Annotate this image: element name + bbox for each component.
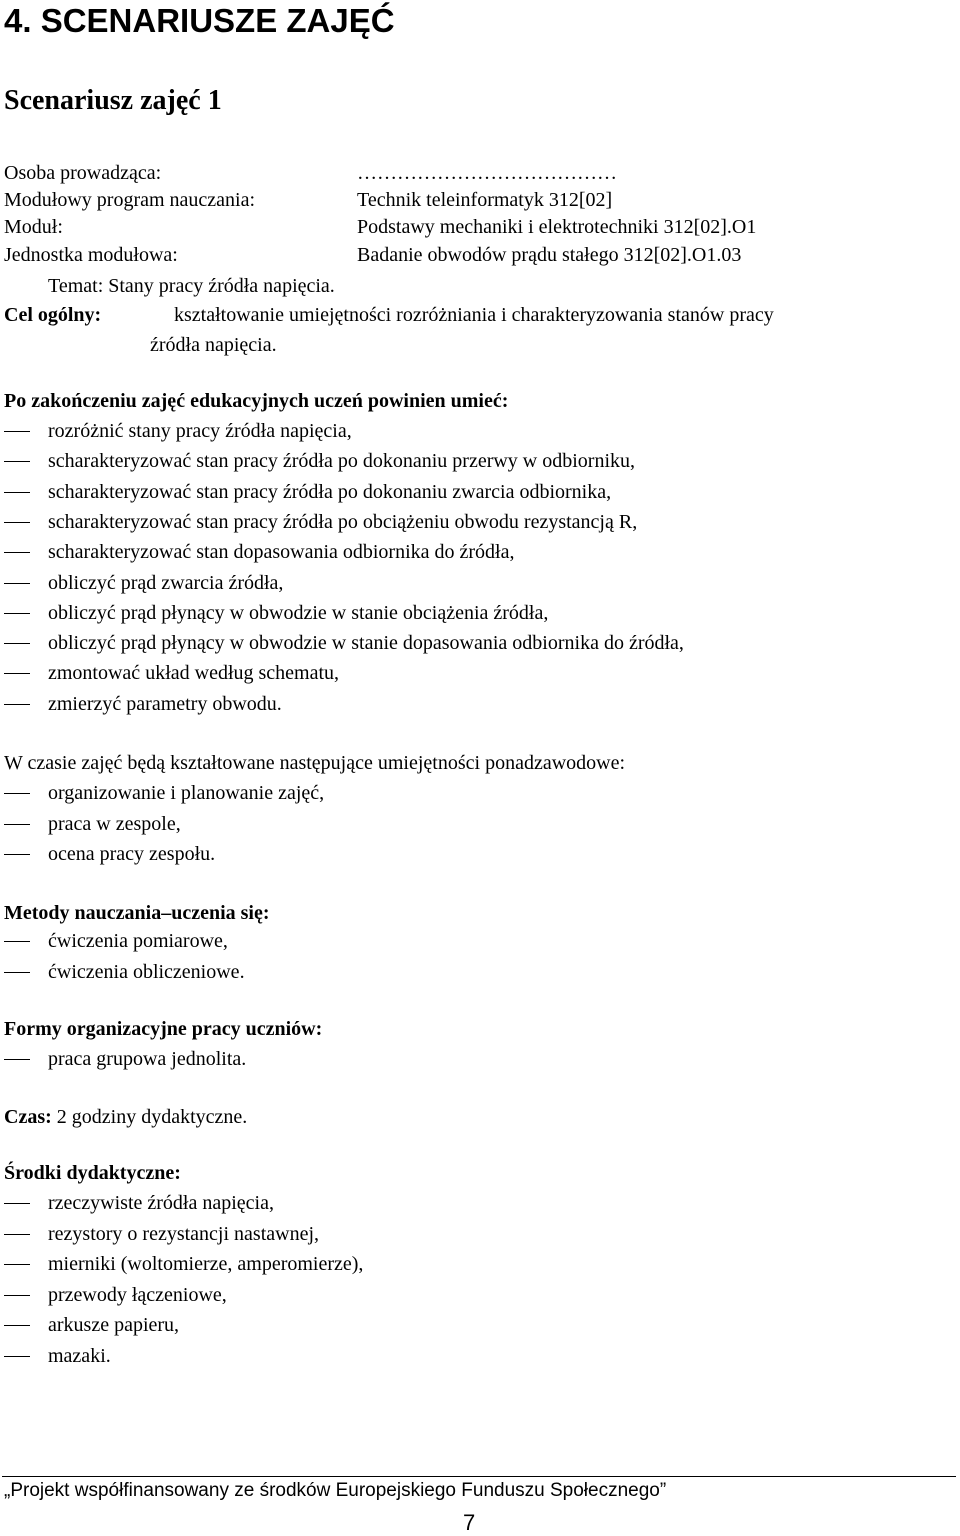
list-item-text: scharakteryzować stan pracy źródła po dokonaniu zwarcia odbiornika, [48, 480, 612, 503]
list-item-text: obliczyć prąd zwarcia źródła, [48, 571, 284, 594]
list-item-text: mazaki. [48, 1345, 111, 1367]
dash-bullet-icon [4, 613, 30, 614]
list-item-text: mierniki (woltomierze, amperomierze), [48, 1253, 364, 1276]
list-item-text: praca w zespole, [48, 812, 181, 835]
scenario-title: Scenariusz zajęć 1 [4, 85, 222, 116]
dash-bullet-icon [4, 461, 30, 462]
list-item-text: rozróżnić stany pracy źródła napięcia, [48, 420, 352, 442]
goal-text-line2: źródła napięcia. [150, 334, 277, 356]
dash-bullet-icon [4, 552, 30, 553]
list-item-text: zmontować układ według schematu, [48, 662, 340, 685]
goal-text-line1: kształtowanie umiejętności rozróżniania i charakteryzowania stanów pracy [174, 304, 774, 326]
topic: Temat: Stany pracy źródła napięcia. [48, 275, 335, 297]
dash-bullet-icon [4, 643, 30, 644]
dash-bullet-icon [4, 1295, 30, 1296]
dash-bullet-icon [4, 1325, 30, 1326]
time-line [4, 1105, 247, 1129]
dash-bullet-icon [4, 1234, 30, 1235]
dash-bullet-icon [4, 972, 30, 973]
forms-heading: Formy organizacyjne pracy uczniów: [4, 1018, 323, 1040]
list-item-text: scharakteryzować stan pracy źródła po obciążeniu obwodu rezystancją R, [48, 510, 638, 533]
goal-label: Cel ogólny: [4, 304, 102, 326]
chapter-title: 4. SCENARIUSZE ZAJĘĆ [4, 2, 395, 39]
dash-bullet-icon [4, 673, 30, 674]
list-item-text: zmierzyć parametry obwodu. [48, 692, 282, 715]
dash-bullet-icon [4, 1059, 30, 1060]
time-value: 2 godziny dydaktyczne. [56, 1106, 248, 1128]
unit-value: Badanie obwodów prądu stałego 312[02].O1.03 [357, 244, 742, 266]
dash-bullet-icon [4, 1264, 30, 1265]
dash-bullet-icon [4, 1356, 30, 1357]
dash-bullet-icon [4, 704, 30, 705]
methods-heading: Metody nauczania–uczenia się: [4, 902, 270, 924]
dash-bullet-icon [4, 854, 30, 855]
list-item-text: scharakteryzować stan dopasowania odbiornika do źródła, [48, 541, 515, 564]
program-value: Technik teleinformatyk 312[02] [357, 189, 613, 211]
list-item-text: scharakteryzować stan pracy źródła po dokonaniu przerwy w odbiorniku, [48, 450, 636, 473]
resources-heading: Środki dydaktyczne: [4, 1162, 181, 1184]
program-label: Modułowy program nauczania: [4, 189, 256, 211]
list-item-text: przewody łączeniowe, [48, 1283, 227, 1306]
unit-label: Jednostka modułowa: [4, 244, 178, 266]
module-label: Moduł: [4, 216, 63, 238]
list-item-text: arkusze papieru, [48, 1314, 180, 1337]
dash-bullet-icon [4, 941, 30, 942]
dash-bullet-icon [4, 583, 30, 584]
dash-bullet-icon [4, 824, 30, 825]
dash-bullet-icon [4, 492, 30, 493]
skills-heading: W czasie zajęć będą kształtowane następujące umiejętności ponadzawodowe: [4, 752, 626, 774]
list-item-text: ćwiczenia pomiarowe, [48, 930, 228, 952]
dash-bullet-icon [4, 431, 30, 432]
outcomes-heading: Po zakończeniu zajęć edukacyjnych uczeń powinien umieć: [4, 390, 509, 412]
module-value: Podstawy mechaniki i elektrotechniki 312[02].O1 [357, 216, 757, 238]
page-number: 7 [463, 1510, 476, 1535]
list-item-text: ćwiczenia obliczeniowe. [48, 960, 245, 983]
time-label: Czas: [4, 1106, 52, 1128]
dash-bullet-icon [4, 1203, 30, 1204]
teacher-value: ………………………………… [357, 162, 617, 184]
list-item-text: rezystory o rezystancji nastawnej, [48, 1222, 320, 1245]
footer-divider [2, 1476, 956, 1477]
list-item-text: organizowanie i planowanie zajęć, [48, 782, 325, 804]
list-item-text: obliczyć prąd płynący w obwodzie w stanie dopasowania odbiornika do źródła, [48, 632, 684, 655]
list-item-text: ocena pracy zespołu. [48, 843, 216, 865]
list-item-text: obliczyć prąd płynący w obwodzie w stanie obciążenia źródła, [48, 601, 549, 624]
list-item-text: praca grupowa jednolita. [48, 1048, 247, 1070]
dash-bullet-icon [4, 522, 30, 523]
footer-text: „Projekt współfinansowany ze środków Europejskiego Funduszu Społecznego” [4, 1480, 667, 1501]
list-item-text: rzeczywiste źródła napięcia, [48, 1192, 274, 1214]
teacher-label: Osoba prowadząca: [4, 162, 162, 184]
dash-bullet-icon [4, 793, 30, 794]
